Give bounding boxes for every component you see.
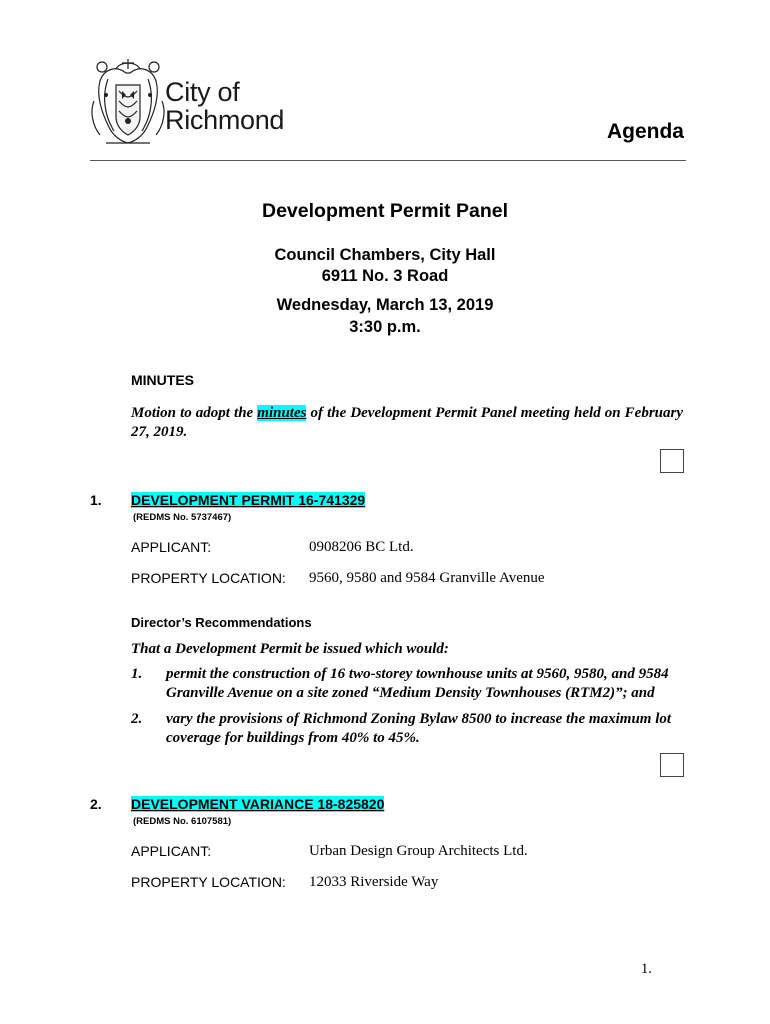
logo-wordmark xyxy=(165,78,284,134)
item-1-applicant-label: APPLICANT: xyxy=(131,539,212,555)
minutes-link[interactable]: minutes xyxy=(257,405,307,421)
item-2-title xyxy=(131,796,384,812)
recommendation-2-number: 2. xyxy=(131,711,143,727)
meeting-title: Development Permit Panel xyxy=(262,200,508,222)
logo-line-2: Richmond xyxy=(165,105,285,135)
item-2-redms: (REDMS No. 6107581) xyxy=(133,816,232,827)
page-number: 1. xyxy=(641,961,652,977)
item-2-applicant-value: Urban Design Group Architects Ltd. xyxy=(309,843,528,859)
item-1-title xyxy=(131,492,365,508)
recommendation-1-text xyxy=(166,665,686,703)
meeting-date: Wednesday, March 13, 2019 xyxy=(276,296,494,314)
item-2-title-link[interactable]: DEVELOPMENT VARIANCE 18-825820 xyxy=(131,796,385,812)
minutes-heading: MINUTES xyxy=(131,372,194,388)
meeting-time: 3:30 p.m. xyxy=(349,318,421,336)
motion-text-end: of the Development Permit Panel meeting held on February 27, 2019. xyxy=(131,405,683,440)
directors-recommendations-heading: Director’s Recommendations xyxy=(131,615,312,630)
document-type-heading: Agenda xyxy=(606,120,684,143)
logo-line-1: City of xyxy=(165,77,240,107)
motion-text-start: Motion to adopt the xyxy=(131,405,258,421)
item-1-redms: (REDMS No. 5737467) xyxy=(133,512,232,523)
recommendation-2-line-1: vary the provisions of Richmond Zoning Bylaw 8500 to increase the maximum lot xyxy=(166,711,672,727)
recommendation-1-line-1: permit the construction of 16 two-storey townhouse units at 9560, 9580, and 9584 xyxy=(166,666,669,682)
item-1-title-link[interactable]: DEVELOPMENT PERMIT 16-741329 xyxy=(131,492,366,508)
item-2-property-value: 12033 Riverside Way xyxy=(309,874,439,890)
item-2-number: 2. xyxy=(90,796,102,812)
item-1-number: 1. xyxy=(90,492,102,508)
item-1-checkbox[interactable] xyxy=(660,753,684,777)
location-line-1: Council Chambers, City Hall xyxy=(274,246,496,264)
recommendation-2-line-2: coverage for buildings from 40% to 45%. xyxy=(166,730,420,746)
item-1-property-label: PROPERTY LOCATION: xyxy=(131,570,286,586)
item-2-applicant-label: APPLICANT: xyxy=(131,843,212,859)
minutes-checkbox[interactable] xyxy=(660,449,684,473)
minutes-motion xyxy=(131,404,683,442)
recommendation-1-line-2: Granville Avenue on a site zoned “Medium Density Townhouses (RTM2)”; and xyxy=(166,685,655,701)
location-line-2: 6911 No. 3 Road xyxy=(321,267,449,285)
recommendation-2-text xyxy=(166,710,686,748)
item-2-property-label: PROPERTY LOCATION: xyxy=(131,874,286,890)
recommendations-intro: That a Development Permit be issued which would: xyxy=(131,641,449,657)
item-1-applicant-value: 0908206 BC Ltd. xyxy=(309,539,414,555)
recommendation-1-number: 1. xyxy=(131,666,143,682)
item-1-property-value: 9560, 9580 and 9584 Granville Avenue xyxy=(309,570,545,586)
header-divider xyxy=(90,160,686,161)
